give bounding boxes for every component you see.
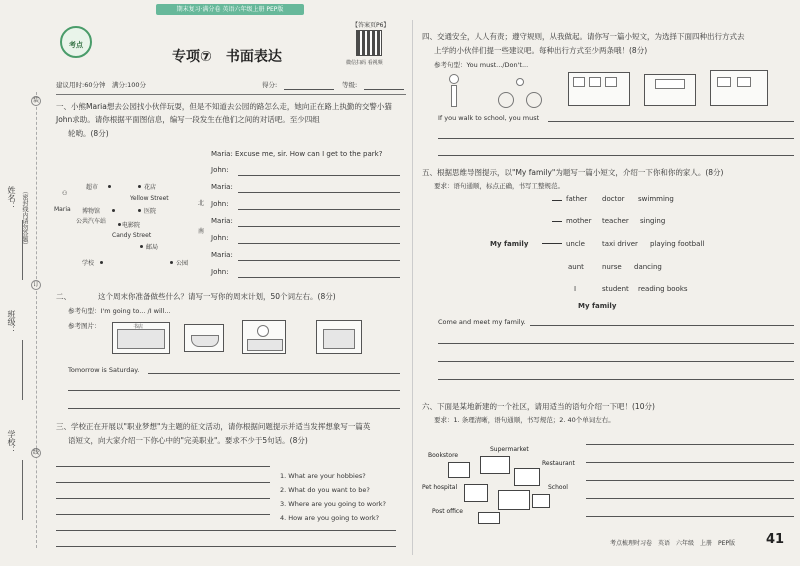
q2-start-sentence: Tomorrow is Saturday. (68, 366, 140, 374)
building-icon (480, 456, 510, 474)
q5-requirement: 要求：语句通顺，标点正确，书写工整规范。 (434, 182, 564, 190)
building-icon (514, 468, 540, 486)
town-pet-hospital: Pet hospital (422, 484, 458, 491)
q5-start-sentence: Come and meet my family. (438, 318, 526, 326)
page-number: 41 (766, 532, 785, 547)
q3-write-line[interactable] (56, 482, 270, 483)
map-dot (112, 209, 115, 212)
mind-map-center: My family (490, 240, 529, 248)
time-score-info: 建议用时:60分钟 满分:100分 (56, 81, 147, 89)
binding-hole: 装 (32, 97, 39, 104)
q3-prompt: 三、学校正在开展以"职业梦想"为主题的征文活动，请你根据问题提示并适当发挥想象写一篇英 (56, 422, 371, 431)
map-maria: Maria (54, 206, 71, 213)
q3-hint-question: 4. How are you going to work? (280, 514, 380, 522)
building-icon (464, 484, 488, 502)
qr-code-icon[interactable] (356, 30, 382, 56)
binding-margin (0, 0, 46, 566)
town-supermarket: Supermarket (490, 446, 529, 453)
bus-window (573, 77, 585, 87)
binding-hole: 线 (32, 449, 39, 456)
q4-start-sentence: If you walk to school, you must (438, 114, 540, 122)
mind-map-connector (542, 243, 562, 244)
mind-map-bottom: My family (578, 302, 617, 310)
q6-write-line[interactable] (586, 462, 794, 463)
q2-write-line[interactable] (68, 408, 400, 409)
mind-map-member: mother (566, 217, 592, 225)
map-flower-shop: 花店 (144, 184, 157, 191)
q4-ref-sentence: 参考句型：You must.../Don't... (434, 61, 529, 69)
subway-train-icon (710, 70, 768, 106)
dialog-answer-line[interactable] (238, 260, 400, 261)
school-label: 学校： (7, 430, 16, 454)
map-hospital: 医院 (144, 208, 157, 215)
answer-page-label: 【答案页P6】 (352, 22, 390, 29)
landscape-picture (316, 320, 362, 354)
q3-hint-question: 3. Where are you going to work? (280, 500, 386, 508)
mind-map-member: aunt (568, 263, 584, 271)
name-label: 姓名： (7, 186, 16, 210)
dialog-first-line: Maria: Excuse me, sir. How can I get to the park? (211, 150, 383, 158)
boy-head-icon (257, 325, 269, 337)
page-footer: 考点梳理时习卷 英语 六年级 上册 PEP版 (610, 540, 736, 547)
q4-write-line[interactable] (438, 155, 794, 156)
school-write-line[interactable] (22, 460, 23, 520)
mind-map-hobby: dancing (634, 263, 662, 271)
q2-ref-sentence: 参考句型：I'm going to... /I will... (68, 307, 171, 315)
town-restaurant: Restaurant (542, 460, 575, 467)
map-candy-street: Candy Street (112, 232, 152, 239)
map-bear-icon: ⚇ (62, 190, 68, 197)
map-museum: 博物馆 (82, 208, 101, 215)
page-divider (412, 20, 413, 555)
logo-text: 考点 (69, 41, 83, 49)
mind-map-member: father (566, 195, 588, 203)
train-window (717, 77, 731, 87)
q5-write-line[interactable] (438, 379, 794, 380)
score-field[interactable] (284, 89, 334, 90)
mind-map-hobby: playing football (650, 240, 705, 248)
mind-map-hobby: swimming (638, 195, 674, 203)
bike-wheel (498, 92, 514, 108)
map-bus-stop: 公共汽车站 (76, 218, 107, 225)
q6-requirement: 要求：1. 条理清晰，语句通顺，书写规范；2. 40个单词左右。 (434, 416, 615, 424)
q6-write-line[interactable] (586, 480, 794, 481)
mind-map-job: nurse (602, 263, 622, 271)
building-icon (478, 512, 500, 524)
grade-field[interactable] (364, 89, 404, 90)
dialog-speaker: John: (211, 234, 229, 242)
train-window (737, 77, 751, 87)
mind-map-member: I (574, 285, 577, 293)
dialog-speaker: Maria: (211, 251, 233, 259)
walking-icon (442, 74, 466, 108)
q1-prompt-tail: 轮哟。(8分) (68, 129, 109, 138)
q2-ref-picture-label: 参考图片： (68, 322, 101, 330)
building-icon (498, 490, 530, 510)
bike-wheel (526, 92, 542, 108)
rider-head (516, 78, 524, 86)
class-write-line[interactable] (22, 340, 23, 400)
grade-label: 等级: (342, 81, 358, 89)
map-dot (100, 261, 103, 264)
q3-write-line[interactable] (56, 546, 396, 547)
pot-icon (191, 335, 219, 347)
building-icon (448, 462, 470, 478)
map-park: 公园 (176, 260, 189, 267)
q4-write-line[interactable] (438, 138, 794, 139)
bookstore-sign: 书店 (133, 324, 144, 330)
left-page (46, 0, 408, 566)
dialog-speaker: John: (211, 166, 229, 174)
map-north: 北 (198, 200, 205, 207)
q3-write-line[interactable] (56, 498, 270, 499)
q5-write-line[interactable] (438, 343, 794, 344)
car-window (655, 79, 685, 89)
q5-prompt: 五、根据思维导图提示，以"My family"为题写一篇小短文，介绍一下你和你的家人。(8分) (422, 168, 724, 177)
walker-head (449, 74, 459, 84)
q3-write-line[interactable] (56, 514, 270, 515)
q3-write-line[interactable] (56, 466, 270, 467)
car-icon (644, 74, 696, 106)
computer-picture (242, 320, 286, 354)
mind-map-job: teacher (602, 217, 629, 225)
q3-prompt-tail: 语短文，向大家介绍一下你心中的"完美职业"。要求不少于5句话。(8分) (68, 436, 308, 445)
binding-hole: 订 (32, 281, 39, 288)
brand-logo-icon (60, 26, 92, 58)
mind-map-job: doctor (602, 195, 625, 203)
cooking-picture (184, 324, 224, 352)
mind-map-connector (552, 200, 562, 201)
mind-map-job: taxi driver (602, 240, 638, 248)
q1-prompt: 一、小熊Maria想去公园找小伙伴玩耍，但是不知道去公园的路怎么走，她向正在路上执勤的交警小猫John求助。请你根据平面图信息，编写一段发生在他们之间的对话吧。至少四组 (56, 102, 392, 124)
mind-map-job: student (602, 285, 629, 293)
desk-computer-icon (247, 339, 283, 351)
map-dot (140, 245, 143, 248)
dialog-speaker: John: (211, 200, 229, 208)
q2-write-line[interactable] (68, 390, 400, 391)
town-post-office: Post office (432, 508, 463, 515)
mind-map-member: uncle (566, 240, 585, 248)
q6-write-line[interactable] (586, 498, 794, 499)
dialog-answer-line[interactable] (238, 243, 400, 244)
page-title: 专项⑦ 书面表达 (172, 49, 282, 65)
score-label: 得分: (262, 81, 278, 89)
q6-prompt: 六、下面是某地新建的一个社区，请用适当的语句介绍一下吧！(10分) (422, 402, 655, 411)
map-supermarket: 超市 (86, 184, 99, 191)
dialog-answer-line[interactable] (238, 192, 400, 193)
q2-write-line[interactable] (148, 373, 400, 374)
map-dot (108, 185, 111, 188)
q5-write-line[interactable] (438, 361, 794, 362)
map-south: 南 (198, 228, 205, 235)
mind-map-connector (552, 221, 562, 222)
bookstore-building-icon (117, 329, 165, 349)
town-school: School (548, 484, 568, 491)
dialog-answer-line[interactable] (238, 209, 400, 210)
map-dot (170, 261, 173, 264)
map-post-office: 邮局 (146, 244, 159, 251)
q4-prompt: 四、交通安全，人人有责；遵守规则，从我做起。请你写一篇小短文，为选择下面四种出行方式去 (422, 32, 745, 41)
map-dot (138, 185, 141, 188)
q4-prompt-tail: 上学的小伙伴们提一些建议吧。每种出行方式至少两条哦！(8分) (434, 46, 648, 55)
mind-map-hobby: reading books (638, 285, 688, 293)
class-label: 班级： (7, 310, 16, 334)
q2-number: 二、 (56, 292, 71, 301)
dialog-answer-line[interactable] (238, 226, 400, 227)
map-yellow-street: Yellow Street (130, 195, 169, 202)
painting-icon (323, 329, 355, 349)
q6-write-line[interactable] (586, 516, 794, 517)
q2-prompt: 这个周末你准备做些什么？请写一写你的周末计划，50个词左右。(8分) (98, 292, 336, 301)
q3-hint-question: 2. What do you want to be? (280, 486, 370, 494)
map-dot (138, 209, 141, 212)
q3-write-line[interactable] (56, 530, 396, 531)
q5-write-line[interactable] (530, 325, 794, 326)
q4-write-line[interactable] (548, 121, 794, 122)
header-ribbon: 期末复习·满分卷 英语六年级上册 PEP版 (156, 4, 304, 15)
dialog-speaker: Maria: (211, 183, 233, 191)
map-school: 学校 (82, 260, 95, 267)
binding-line (36, 92, 37, 548)
dialog-answer-line[interactable] (238, 175, 400, 176)
header-rule (56, 94, 406, 95)
bookstore-picture (112, 322, 170, 354)
building-icon (532, 494, 550, 508)
bicycle-icon (498, 78, 542, 108)
bus-icon (568, 72, 630, 106)
qr-caption: 微信扫码 看视频 (346, 60, 383, 66)
mind-map-hobby: singing (640, 217, 666, 225)
dialog-answer-line[interactable] (238, 277, 400, 278)
dialog-speaker: John: (211, 268, 229, 276)
q3-hint-question: 1. What are your hobbies? (280, 472, 366, 480)
map-dot (118, 223, 121, 226)
map-cinema: 电影院 (122, 222, 141, 229)
q6-write-line[interactable] (586, 444, 794, 445)
walker-body (451, 85, 457, 107)
seal-text: （密封线内请勿答题） (21, 188, 28, 248)
town-bookstore: Bookstore (428, 452, 459, 459)
bus-window (605, 77, 617, 87)
right-page (418, 0, 800, 566)
bus-window (589, 77, 601, 87)
dialog-speaker: Maria: (211, 217, 233, 225)
